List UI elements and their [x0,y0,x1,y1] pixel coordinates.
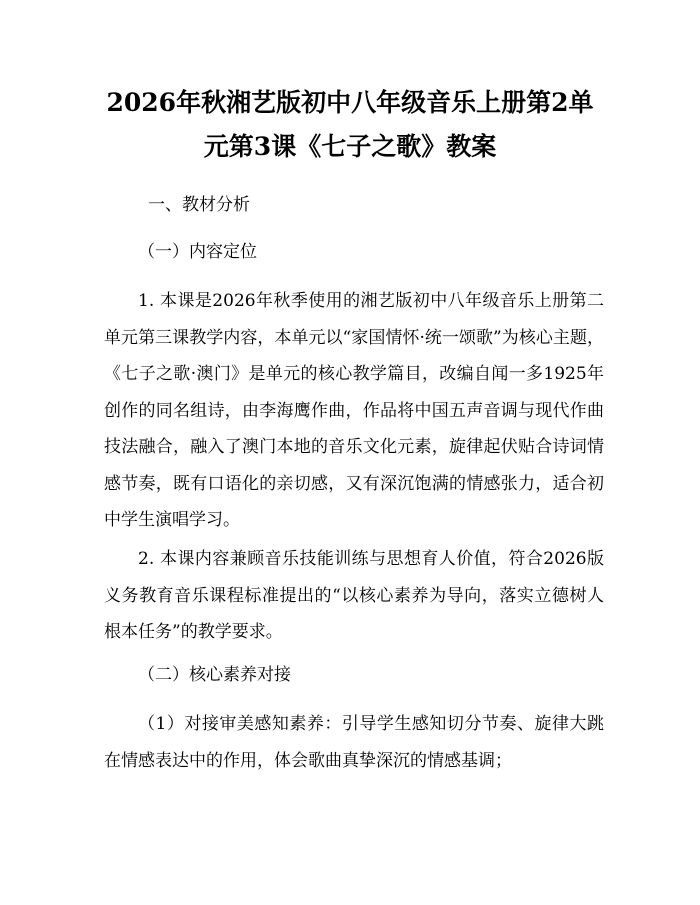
document-title-line-2: 元第3课《七子之歌》教案 [203,132,497,161]
paragraph-2: 2. 本课内容兼顾音乐技能训练与思想育人价值，符合2026版义务教育音乐课程标准提出的“以核心素养为导向，落实立德树人根本任务”的教学要求。 [104,549,604,642]
subsection-heading-content-positioning: （一）内容定位 [138,242,257,262]
document-title-line-1: 2026年秋湘艺版初中八年级音乐上册第2单 [106,88,594,117]
subsection-heading-core-literacy: （二）核心素养对接 [138,665,291,685]
section-heading-textbook-analysis: 一、教材分析 [148,195,250,215]
paragraph-1: 1. 本课是2026年秋季使用的湘艺版初中八年级音乐上册第二单元第三课教学内容，本单元以“家国情怀·统一颂歌”为核心主题，《七子之歌·澳门》是单元的核心教学篇目，改编自闻一多1925年创作的同名组诗，由李海鹰作曲，作品将中国五声音调与现代作曲技法融合，融入了澳门本地的音乐文化元素，旋律起伏贴合诗词情感节奏，既有口语化的亲切感，又有深沉饱满的情感张力，适合初中学生演唱学习。 [104,291,604,530]
paragraph-3: （1）对接审美感知素养：引导学生感知切分节奏、旋律大跳在情感表达中的作用，体会歌曲真挚深沉的情感基调； [104,714,604,771]
